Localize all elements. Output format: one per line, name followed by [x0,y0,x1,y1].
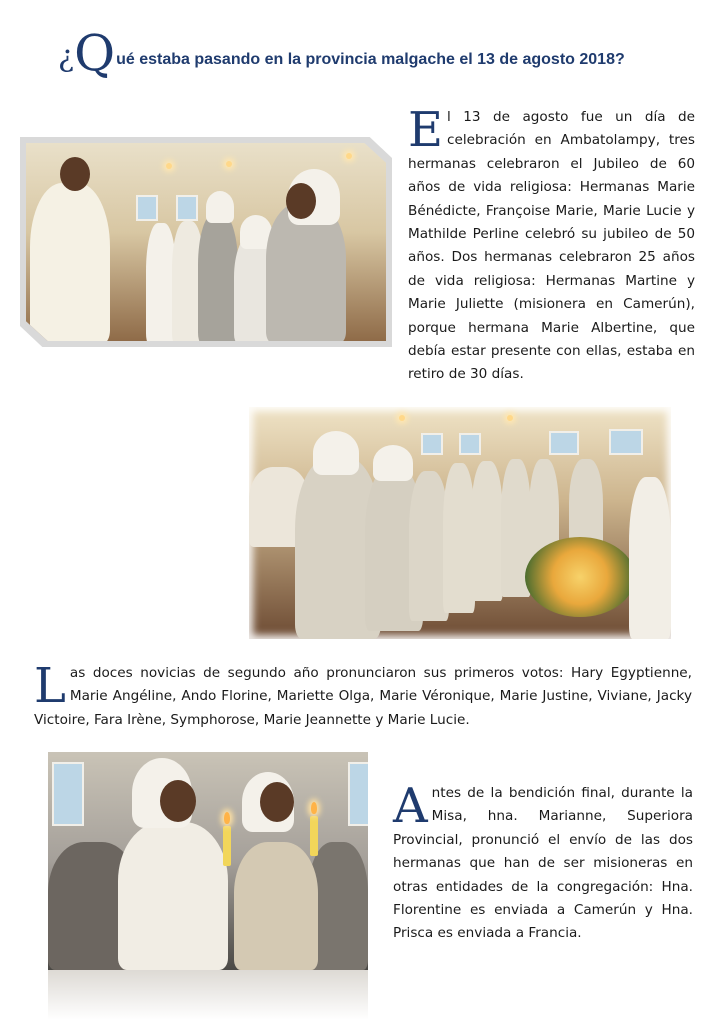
jubilee-photo [20,137,392,347]
paragraph-missionary-sending-text: ntes de la bendición final, durante la Misa, hna. Marianne, Superiora Provincial, pronunció el envío de las dos hermanas que han de ser misioneras en otras entidades de la congregación: Hna. Florentine es enviada a Camerún y Hna. Prisca es enviada a Francia. [393,785,693,942]
paragraph-jubilee [408,102,695,387]
photo-reflection [48,970,368,1020]
ceremony-photo [249,407,671,639]
paragraph-jubilee-text: l 13 de agosto fue un día de celebración en Ambatolampy, tres hermanas celebraron el Jubileo de 60 años de vida religiosa: Hermanas Marie Bénédicte, Françoise Marie, Marie Lucie y Mathilde Perline celebró su jubileo de 50 años. Dos hermanas celebraron 25 años de vida religiosa: Hermanas Martine y Marie Juliette (misionera en Camerún), porque hermana Marie Albertine, que debía estar presente con ellas, estaba en retiro de 30 días. [408,109,695,383]
paragraph-first-vows-text: as doces novicias de segundo año pronunciaron sus primeros votos: Hary Egyptienne, Marie Angéline, Ando Florine, Mariette Olga, Marie Véronique, Marie Justine, Viviane, Jacky Victoire, Fara Irène, Symphorose, Marie Jeannette y Marie Lucie. [34,665,692,728]
title-drop-letter: Q [74,24,116,82]
title-question-mark: ¿ [58,39,75,74]
drop-cap-a: A [393,778,428,834]
drop-cap-e: E [408,102,444,158]
title-text: ué estaba pasando en la provincia malgache el 13 de agosto 2018? [116,51,625,68]
drop-cap-l: L [34,658,66,714]
missionary-sending-photo [48,752,368,970]
paragraph-first-vows [34,658,692,732]
paragraph-missionary-sending [393,778,693,946]
page-title [58,24,678,82]
